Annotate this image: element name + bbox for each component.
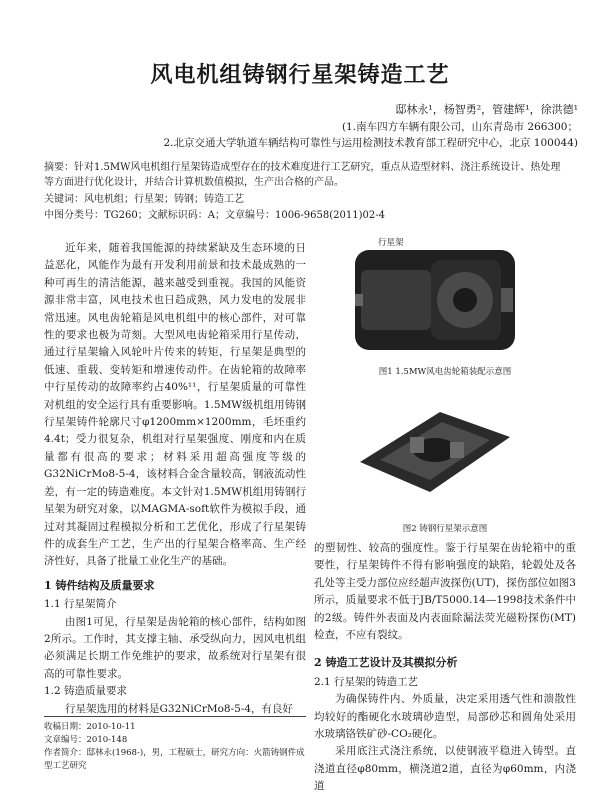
footnotes xyxy=(44,716,306,773)
right-column xyxy=(314,540,576,796)
subsection-2-1-text-1: 为确保铸件内、外质量，决定采用透气性和溃散性均较好的酯硬化水玻璃砂造型，局部砂芯和圆角处采用水玻璃铬铁矿砂-CO₂硬化。 xyxy=(314,693,576,741)
affiliation-1: (1.南车四方车辆有限公司，山东青岛市 266300； xyxy=(341,121,578,133)
abstract: 摘要：针对1.5MW风电机组行星架铸造成型存在的技术难度进行工艺研究，重点从造型材料、浇注系统设计、热处理等方面进行优化设计，并结合计算机数值模拟，生产出合格的产品。 xyxy=(44,162,561,188)
authors: 邸林永¹，杨智勇²，管建辉¹，徐洪德¹ xyxy=(395,103,578,116)
fig2-caption: 图2 铸钢行星架示意图 xyxy=(402,524,488,534)
keywords: 关键词：风电机组；行星架；铸钢；铸造工艺 xyxy=(44,194,244,205)
fig1-caption: 图1 1.5MW风电齿轮箱装配示意图 xyxy=(378,367,512,377)
intro-paragraph: 近年来，随着我国能源的持续紧缺及生态环境的日益恶化，风能作为最有开发利用前景和技术最成熟的一种可再生的清洁能源，越来越受到重视。我国的风能资源非常丰富，风电技术也日趋成熟，风力发电的发展非常迅速。风电齿轮箱是风电机组中的核心部件，对可靠性的要求也极为苛刻。大型风电齿轮箱采用行星传动，通过行星架输入风轮叶片传来的转矩，行星架是典型的低速、重载、变转矩和增速传动件。在齿轮箱的故障率中行星传动的故障率约占40%¹¹，行星架质量的可靠性对机组的安全运行具有重要影响。1.5MW级机组用铸钢行星架铸件轮廓尺寸φ1200mm×1200mm，毛坯重约4.4t；受力很复杂，机组对行星架强度、刚度和内在质量都有很高的要求；材料采用超高强度等级的G32NiCrMo8-5-4，该材料合金含量较高，钢液流动性差，有一定的铸造难度。本文针对1.5MW机组用铸钢行星架为研究对象，以MAGMA-soft软件为模拟手段，通过对其凝固过程模拟分析和工艺优化，形成了行星架铸件的成套生产工艺，生产出的行星架合格率高、生产经济性好，具备了批量工业化生产的基础。 xyxy=(44,242,306,568)
section-1-heading: 1 铸件结构及质量要求 xyxy=(44,578,155,592)
left-column xyxy=(44,240,306,718)
right-column-paragraph: 的塑韧性、较高的强度性。鉴于行星架在齿轮箱中的重要性，行星架铸件不得有影响强度的缺陷，轮毂处及各孔处等主受力部位应经超声波探伤(UT)，探伤部位如图3所示，质量要求不低于JB/T5000.14—1998技术条件中的2级。铸件外表面及内表面除漏法荧光磁粉探伤(MT)检查，不应有裂纹。 xyxy=(314,542,576,642)
footnote-author-bio: 作者简介：邸林永(1968-)，男，工程硕士，研究方向：火箭铸钢件成型工艺研究 xyxy=(44,748,305,771)
footnote-article-no: 文章编号：2010-148 xyxy=(44,735,128,745)
gearbox-drawing xyxy=(355,250,515,350)
paper-title: 风电机组铸钢行星架铸造工艺 xyxy=(150,62,450,88)
classification: 中图分类号：TG260；文献标识码：A；文章编号：1006-9658(2011)02-4 xyxy=(44,210,385,221)
planet-carrier-figure xyxy=(350,392,520,502)
footnote-received: 收稿日期：2010-10-11 xyxy=(44,722,136,732)
subsection-1-1-text: 由图1可见，行星架是齿轮箱的核心部件，结构如图2所示。工作时，其支撑主轴、承受纵向力，因风电机组必须满足长期工作免维护的要求，故系统对行星架有很高的可靠性要求。 xyxy=(44,615,306,680)
affiliation-2: 2.北京交通大学轨道车辆结构可靠性与运用检测技术教育部工程研究中心，北京 100044) xyxy=(163,137,578,149)
subsection-2-1-text-2: 采用底注式浇注系统，以使钢液平稳进入铸型。直浇道直径φ80mm，横浇道2道，直径为φ60mm，内浇道 xyxy=(314,745,576,793)
subsection-1-2-heading: 1.2 铸造质量要求 xyxy=(44,685,128,698)
subsection-1-1-heading: 1.1 行星架简介 xyxy=(44,598,117,611)
fig1-label: 行星架 xyxy=(378,238,404,248)
section-2-heading: 2 铸造工艺设计及其模拟分析 xyxy=(314,656,458,670)
gearbox-figure xyxy=(355,250,515,350)
planet-carrier-drawing xyxy=(350,392,520,502)
subsection-1-2-text: 行星架选用的材料是G32NiCrMo8-5-4，有良好 xyxy=(65,702,294,715)
subsection-2-1-heading: 2.1 行星架的铸造工艺 xyxy=(314,675,419,688)
